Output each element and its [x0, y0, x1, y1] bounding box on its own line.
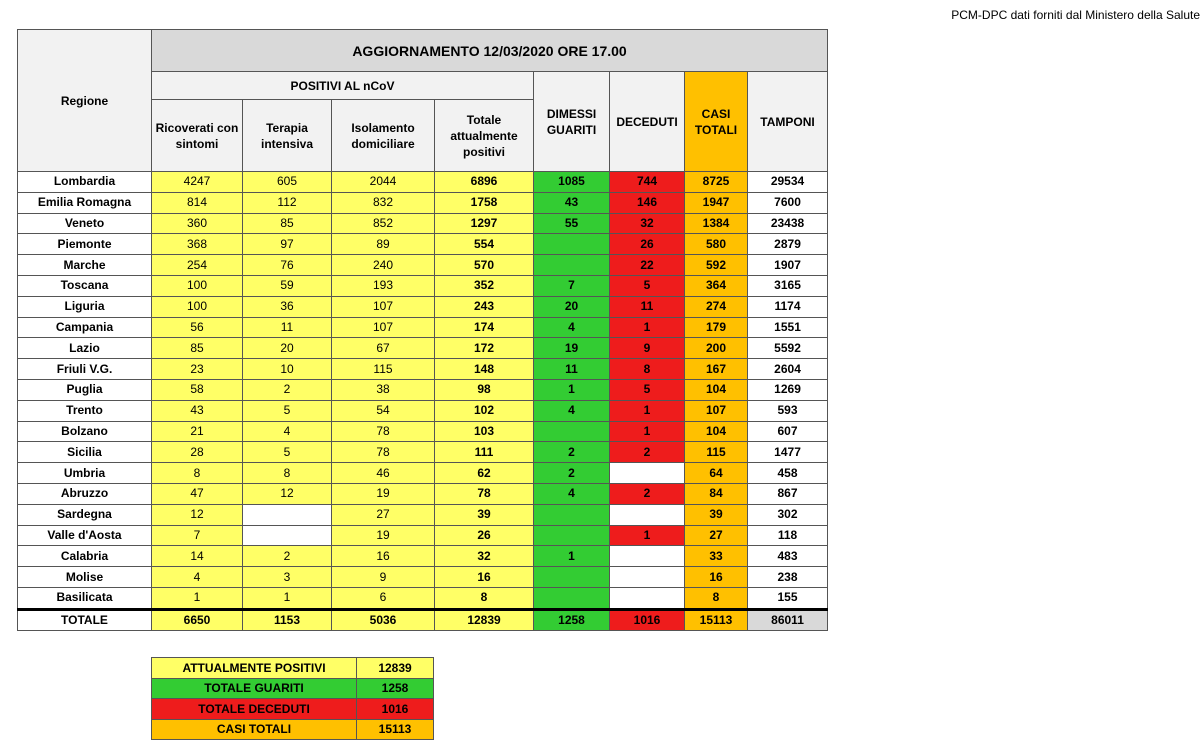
cell-casi: 16 — [685, 567, 748, 588]
cell-tot: 98 — [435, 379, 534, 400]
cell-casi: 107 — [685, 400, 748, 421]
cell-tamp: 23438 — [748, 213, 828, 234]
cell-ric: 12 — [152, 504, 243, 525]
cell-dim — [534, 587, 610, 609]
cell-dim: 11 — [534, 359, 610, 380]
cell-regione: Sicilia — [18, 442, 152, 463]
total-row — [18, 609, 828, 630]
cell-tamp: 607 — [748, 421, 828, 442]
cell-tamp: 238 — [748, 567, 828, 588]
cell-regione: Friuli V.G. — [18, 359, 152, 380]
cell-tamp: 155 — [748, 587, 828, 609]
table-row — [18, 234, 828, 255]
header-ricoverati: Ricoverati con sintomi — [152, 100, 243, 172]
cell-tot: 78 — [435, 483, 534, 504]
summary-label: CASI TOTALI — [152, 719, 357, 740]
header-update: AGGIORNAMENTO 12/03/2020 ORE 17.00 — [152, 30, 828, 72]
cell-dec: 22 — [610, 255, 685, 276]
cell-iso: 19 — [332, 525, 435, 546]
cell-ric: 6650 — [152, 609, 243, 630]
cell-ric: 360 — [152, 213, 243, 234]
covid-regional-table — [17, 29, 828, 631]
cell-ter: 85 — [243, 213, 332, 234]
cell-tamp: 1907 — [748, 255, 828, 276]
cell-dim — [534, 504, 610, 525]
table-row — [18, 296, 828, 317]
cell-tamp: 483 — [748, 546, 828, 567]
cell-casi: 8 — [685, 587, 748, 609]
cell-dec: 9 — [610, 338, 685, 359]
cell-casi: 39 — [685, 504, 748, 525]
cell-ric: 43 — [152, 400, 243, 421]
cell-ter: 4 — [243, 421, 332, 442]
summary-row — [152, 658, 434, 679]
cell-ric: 1 — [152, 587, 243, 609]
cell-ric: 28 — [152, 442, 243, 463]
cell-ter — [243, 525, 332, 546]
cell-casi: 104 — [685, 379, 748, 400]
cell-ric: 4 — [152, 567, 243, 588]
cell-ter: 11 — [243, 317, 332, 338]
cell-ric: 23 — [152, 359, 243, 380]
cell-tamp: 867 — [748, 483, 828, 504]
cell-dim: 1 — [534, 379, 610, 400]
header-deceduti: DECEDUTI — [610, 72, 685, 172]
cell-dim — [534, 255, 610, 276]
cell-ric: 8 — [152, 463, 243, 484]
cell-dec: 1 — [610, 421, 685, 442]
cell-ter: 2 — [243, 379, 332, 400]
cell-dec: 146 — [610, 192, 685, 213]
summary-table — [151, 657, 434, 740]
cell-casi: 580 — [685, 234, 748, 255]
cell-ric: 100 — [152, 275, 243, 296]
summary-label: TOTALE DECEDUTI — [152, 699, 357, 720]
cell-tamp: 7600 — [748, 192, 828, 213]
cell-regione: Campania — [18, 317, 152, 338]
summary-row — [152, 719, 434, 740]
cell-casi: 364 — [685, 275, 748, 296]
cell-casi: 274 — [685, 296, 748, 317]
cell-iso: 107 — [332, 296, 435, 317]
cell-dec — [610, 546, 685, 567]
cell-tot: 148 — [435, 359, 534, 380]
cell-tamp: 458 — [748, 463, 828, 484]
cell-regione: Veneto — [18, 213, 152, 234]
cell-casi: 104 — [685, 421, 748, 442]
cell-tot: 12839 — [435, 609, 534, 630]
cell-ric: 56 — [152, 317, 243, 338]
cell-tot: 111 — [435, 442, 534, 463]
cell-iso: 852 — [332, 213, 435, 234]
cell-tot: 39 — [435, 504, 534, 525]
cell-casi: 27 — [685, 525, 748, 546]
cell-iso: 27 — [332, 504, 435, 525]
cell-dim: 4 — [534, 317, 610, 338]
table-row — [18, 400, 828, 421]
cell-casi: 8725 — [685, 172, 748, 193]
cell-iso: 67 — [332, 338, 435, 359]
cell-regione: Bolzano — [18, 421, 152, 442]
cell-ter: 59 — [243, 275, 332, 296]
summary-row — [152, 699, 434, 720]
table-row — [18, 359, 828, 380]
cell-dim: 4 — [534, 400, 610, 421]
summary-label: ATTUALMENTE POSITIVI — [152, 658, 357, 679]
cell-iso: 78 — [332, 421, 435, 442]
cell-regione: Abruzzo — [18, 483, 152, 504]
cell-regione: Molise — [18, 567, 152, 588]
cell-iso: 832 — [332, 192, 435, 213]
cell-tamp: 302 — [748, 504, 828, 525]
cell-dim — [534, 567, 610, 588]
cell-ter: 97 — [243, 234, 332, 255]
cell-regione: Marche — [18, 255, 152, 276]
cell-casi: 200 — [685, 338, 748, 359]
cell-tamp: 1174 — [748, 296, 828, 317]
cell-ric: 4247 — [152, 172, 243, 193]
table-row — [18, 255, 828, 276]
cell-casi: 1947 — [685, 192, 748, 213]
cell-dec: 1 — [610, 400, 685, 421]
cell-ric: 100 — [152, 296, 243, 317]
cell-regione: Piemonte — [18, 234, 152, 255]
cell-dec: 5 — [610, 379, 685, 400]
header-casi: CASI TOTALI — [685, 72, 748, 172]
cell-tamp: 5592 — [748, 338, 828, 359]
cell-ric: 814 — [152, 192, 243, 213]
table-row — [18, 525, 828, 546]
cell-tot: 103 — [435, 421, 534, 442]
summary-value: 1016 — [357, 699, 434, 720]
cell-ric: 47 — [152, 483, 243, 504]
cell-tamp: 1269 — [748, 379, 828, 400]
cell-ter: 2 — [243, 546, 332, 567]
cell-iso: 5036 — [332, 609, 435, 630]
header-totale-positivi: Totale attualmente positivi — [435, 100, 534, 172]
cell-regione: Lombardia — [18, 172, 152, 193]
cell-iso: 6 — [332, 587, 435, 609]
cell-dec — [610, 587, 685, 609]
table-row — [18, 172, 828, 193]
cell-iso: 2044 — [332, 172, 435, 193]
cell-tot: 172 — [435, 338, 534, 359]
cell-casi: 84 — [685, 483, 748, 504]
cell-regione: Umbria — [18, 463, 152, 484]
cell-tot: 62 — [435, 463, 534, 484]
cell-ter: 5 — [243, 442, 332, 463]
cell-tot: 8 — [435, 587, 534, 609]
cell-casi: 592 — [685, 255, 748, 276]
cell-casi: 33 — [685, 546, 748, 567]
table-row — [18, 338, 828, 359]
cell-iso: 38 — [332, 379, 435, 400]
cell-regione: TOTALE — [18, 609, 152, 630]
table-row — [18, 421, 828, 442]
cell-dim: 2 — [534, 442, 610, 463]
table-row — [18, 504, 828, 525]
cell-iso: 54 — [332, 400, 435, 421]
cell-ric: 85 — [152, 338, 243, 359]
cell-tot: 1758 — [435, 192, 534, 213]
cell-regione: Trento — [18, 400, 152, 421]
cell-casi: 179 — [685, 317, 748, 338]
cell-iso: 89 — [332, 234, 435, 255]
cell-dec — [610, 463, 685, 484]
cell-dec: 2 — [610, 442, 685, 463]
cell-iso: 19 — [332, 483, 435, 504]
cell-casi: 167 — [685, 359, 748, 380]
cell-dim: 43 — [534, 192, 610, 213]
cell-dec: 32 — [610, 213, 685, 234]
table-row — [18, 379, 828, 400]
cell-tot: 554 — [435, 234, 534, 255]
cell-dec: 1 — [610, 525, 685, 546]
cell-ter: 36 — [243, 296, 332, 317]
cell-dec: 26 — [610, 234, 685, 255]
cell-ter: 112 — [243, 192, 332, 213]
cell-ter: 1 — [243, 587, 332, 609]
table-row — [18, 587, 828, 609]
cell-dec: 11 — [610, 296, 685, 317]
cell-dim: 1085 — [534, 172, 610, 193]
cell-tot: 1297 — [435, 213, 534, 234]
cell-dim: 55 — [534, 213, 610, 234]
table-row — [18, 567, 828, 588]
header-regione: Regione — [18, 30, 152, 172]
source-note: PCM-DPC dati forniti dal Ministero della Salute — [951, 8, 1200, 22]
cell-ter: 76 — [243, 255, 332, 276]
cell-regione: Puglia — [18, 379, 152, 400]
cell-ter: 1153 — [243, 609, 332, 630]
header-dimessi: DIMESSI GUARITI — [534, 72, 610, 172]
cell-dec: 1016 — [610, 609, 685, 630]
cell-dim: 4 — [534, 483, 610, 504]
header-isolamento: Isolamento domiciliare — [332, 100, 435, 172]
cell-regione: Calabria — [18, 546, 152, 567]
cell-iso: 107 — [332, 317, 435, 338]
cell-iso: 115 — [332, 359, 435, 380]
cell-tamp: 3165 — [748, 275, 828, 296]
table-row — [18, 213, 828, 234]
cell-tot: 174 — [435, 317, 534, 338]
cell-tamp: 86011 — [748, 609, 828, 630]
cell-dec: 2 — [610, 483, 685, 504]
cell-tot: 570 — [435, 255, 534, 276]
cell-tamp: 1551 — [748, 317, 828, 338]
cell-tot: 6896 — [435, 172, 534, 193]
table-row — [18, 192, 828, 213]
cell-dec: 744 — [610, 172, 685, 193]
cell-dim — [534, 421, 610, 442]
cell-dec: 8 — [610, 359, 685, 380]
cell-dim: 7 — [534, 275, 610, 296]
cell-tamp: 1477 — [748, 442, 828, 463]
cell-ric: 7 — [152, 525, 243, 546]
cell-ric: 14 — [152, 546, 243, 567]
cell-tot: 16 — [435, 567, 534, 588]
cell-ter: 3 — [243, 567, 332, 588]
cell-ter: 20 — [243, 338, 332, 359]
cell-casi: 64 — [685, 463, 748, 484]
cell-iso: 193 — [332, 275, 435, 296]
header-terapia: Terapia intensiva — [243, 100, 332, 172]
table-row — [18, 442, 828, 463]
cell-dec — [610, 567, 685, 588]
cell-ter: 10 — [243, 359, 332, 380]
cell-casi: 1384 — [685, 213, 748, 234]
header-tamponi: TAMPONI — [748, 72, 828, 172]
cell-dec: 1 — [610, 317, 685, 338]
cell-dim — [534, 525, 610, 546]
summary-label: TOTALE GUARITI — [152, 678, 357, 699]
cell-iso: 46 — [332, 463, 435, 484]
cell-tot: 32 — [435, 546, 534, 567]
cell-regione: Valle d'Aosta — [18, 525, 152, 546]
cell-regione: Sardegna — [18, 504, 152, 525]
cell-iso: 9 — [332, 567, 435, 588]
cell-tamp: 2879 — [748, 234, 828, 255]
cell-iso: 16 — [332, 546, 435, 567]
table-row — [18, 317, 828, 338]
cell-regione: Lazio — [18, 338, 152, 359]
cell-tamp: 118 — [748, 525, 828, 546]
cell-ter: 12 — [243, 483, 332, 504]
cell-ric: 21 — [152, 421, 243, 442]
cell-tot: 102 — [435, 400, 534, 421]
cell-casi: 15113 — [685, 609, 748, 630]
table-row — [18, 546, 828, 567]
cell-dim: 20 — [534, 296, 610, 317]
cell-ter: 5 — [243, 400, 332, 421]
cell-tot: 26 — [435, 525, 534, 546]
cell-dim: 19 — [534, 338, 610, 359]
cell-dec: 5 — [610, 275, 685, 296]
cell-regione: Emilia Romagna — [18, 192, 152, 213]
cell-dec — [610, 504, 685, 525]
cell-dim: 1 — [534, 546, 610, 567]
summary-row — [152, 678, 434, 699]
cell-tamp: 2604 — [748, 359, 828, 380]
cell-dim — [534, 234, 610, 255]
table-row — [18, 275, 828, 296]
cell-tot: 243 — [435, 296, 534, 317]
header-positivi: POSITIVI AL nCoV — [152, 72, 534, 100]
table-row — [18, 483, 828, 504]
cell-dim: 2 — [534, 463, 610, 484]
cell-regione: Toscana — [18, 275, 152, 296]
cell-ter: 8 — [243, 463, 332, 484]
cell-iso: 240 — [332, 255, 435, 276]
cell-casi: 115 — [685, 442, 748, 463]
cell-tamp: 593 — [748, 400, 828, 421]
summary-value: 1258 — [357, 678, 434, 699]
summary-value: 15113 — [357, 719, 434, 740]
table-row — [18, 463, 828, 484]
cell-tamp: 29534 — [748, 172, 828, 193]
cell-iso: 78 — [332, 442, 435, 463]
cell-ter: 605 — [243, 172, 332, 193]
cell-ter — [243, 504, 332, 525]
cell-dim: 1258 — [534, 609, 610, 630]
cell-ric: 58 — [152, 379, 243, 400]
cell-regione: Basilicata — [18, 587, 152, 609]
cell-ric: 368 — [152, 234, 243, 255]
cell-tot: 352 — [435, 275, 534, 296]
cell-regione: Liguria — [18, 296, 152, 317]
cell-ric: 254 — [152, 255, 243, 276]
summary-value: 12839 — [357, 658, 434, 679]
